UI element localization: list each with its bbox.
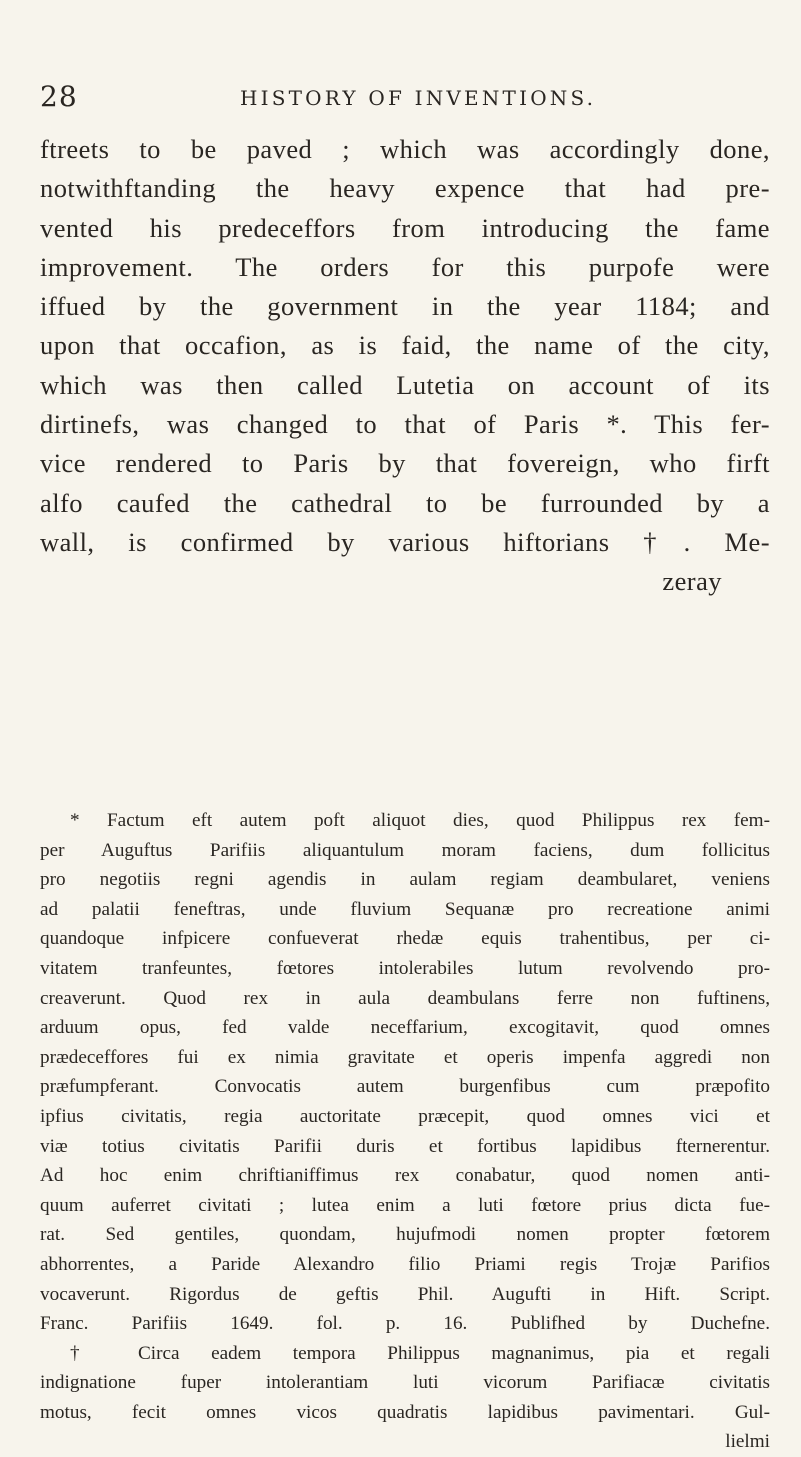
footnote-line: arduum opus, fed valde neceffarium, excogitavit, quod omnes bbox=[40, 1017, 770, 1039]
footnote-line: Ad hoc enim chriftianiffimus rex conabatur, quod nomen anti- bbox=[40, 1165, 770, 1187]
footnote-catchword: lielmi bbox=[725, 1431, 770, 1453]
body-text bbox=[40, 130, 770, 602]
footnote-line: ad palatii feneftras, unde fluvium Sequanæ pro recreatione animi bbox=[40, 898, 770, 920]
body-line: improvement. The orders for this purpofe were bbox=[40, 251, 770, 282]
footnote-line: viæ totius civitatis Parifii duris et fortibus lapidibus fternerentur. bbox=[40, 1135, 770, 1157]
body-line: dirtinefs, was changed to that of Paris *. This fer- bbox=[40, 409, 770, 440]
body-line: which was then called Lutetia on account of its bbox=[40, 369, 770, 400]
page-number: 28 bbox=[40, 80, 78, 113]
footnote-line: † Circa eadem tempora Philippus magnanimus, pia et regali bbox=[70, 1342, 770, 1364]
footnote-line: quandoque infpicere confueverat rhedæ equis trahentibus, per ci- bbox=[40, 928, 770, 950]
catchword: zeray bbox=[662, 566, 722, 597]
footnote-line: prædeceffores fui ex nimia gravitate et operis impenfa aggredi non bbox=[40, 1046, 770, 1068]
footnote-line: vitatem tranfeuntes, fœtores intolerabiles lutum revolvendo pro- bbox=[40, 957, 770, 979]
footnote-line: abhorrentes, a Paride Alexandro filio Priami regis Trojæ Parifios bbox=[40, 1253, 770, 1275]
body-line: iffued by the government in the year 1184; and bbox=[40, 291, 770, 322]
page-header bbox=[40, 80, 770, 112]
body-line: wall, is confirmed by various hiftorians †. Me- bbox=[40, 526, 770, 557]
footnote-line: motus, fecit omnes vicos quadratis lapidibus pavimentari. Gul- bbox=[40, 1401, 770, 1423]
footnotes bbox=[40, 806, 770, 1457]
footnote-line: * Factum eft autem poft aliquot dies, quod Philippus rex fem- bbox=[70, 810, 770, 831]
footnote-line: ipfius civitatis, regia auctoritate præcepit, quod omnes vici et bbox=[40, 1105, 770, 1127]
body-line: upon that occafion, as is faid, the name of the city, bbox=[40, 330, 770, 361]
body-line: alfo caufed the cathedral to be furrounded by a bbox=[40, 487, 770, 518]
footnote-line: vocaverunt. Rigordus de geftis Phil. Augufti in Hift. Script. bbox=[40, 1283, 770, 1305]
body-line: vented his predeceffors from introducing the fame bbox=[40, 212, 770, 243]
footnote-line: pro negotiis regni agendis in aulam regiam deambularet, veniens bbox=[40, 869, 770, 891]
footnote-line: rat. Sed gentiles, quondam, hujufmodi nomen propter fœtorem bbox=[40, 1224, 770, 1246]
body-line: ftreets to be paved ; which was accordingly done, bbox=[40, 134, 770, 164]
footnote-line: per Auguftus Parifiis aliquantulum moram faciens, dum follicitus bbox=[40, 839, 770, 861]
footnote-line: præfumpferant. Convocatis autem burgenfibus cum præpofito bbox=[40, 1076, 770, 1098]
footnote-line: Franc. Parifiis 1649. fol. p. 16. Publifhed by Duchefne. bbox=[40, 1313, 770, 1335]
running-head: HISTORY OF INVENTIONS. bbox=[240, 86, 597, 110]
footnote-line: creaverunt. Quod rex in aula deambulans ferre non fuftinens, bbox=[40, 987, 770, 1009]
body-line: vice rendered to Paris by that fovereign, who firft bbox=[40, 448, 770, 479]
body-line: notwithftanding the heavy expence that had pre- bbox=[40, 173, 770, 204]
footnote-line: quum auferret civitati ; lutea enim a luti fœtore prius dicta fue- bbox=[40, 1194, 770, 1216]
footnote-line: indignatione fuper intolerantiam luti vicorum Parifiacæ civitatis bbox=[40, 1372, 770, 1394]
